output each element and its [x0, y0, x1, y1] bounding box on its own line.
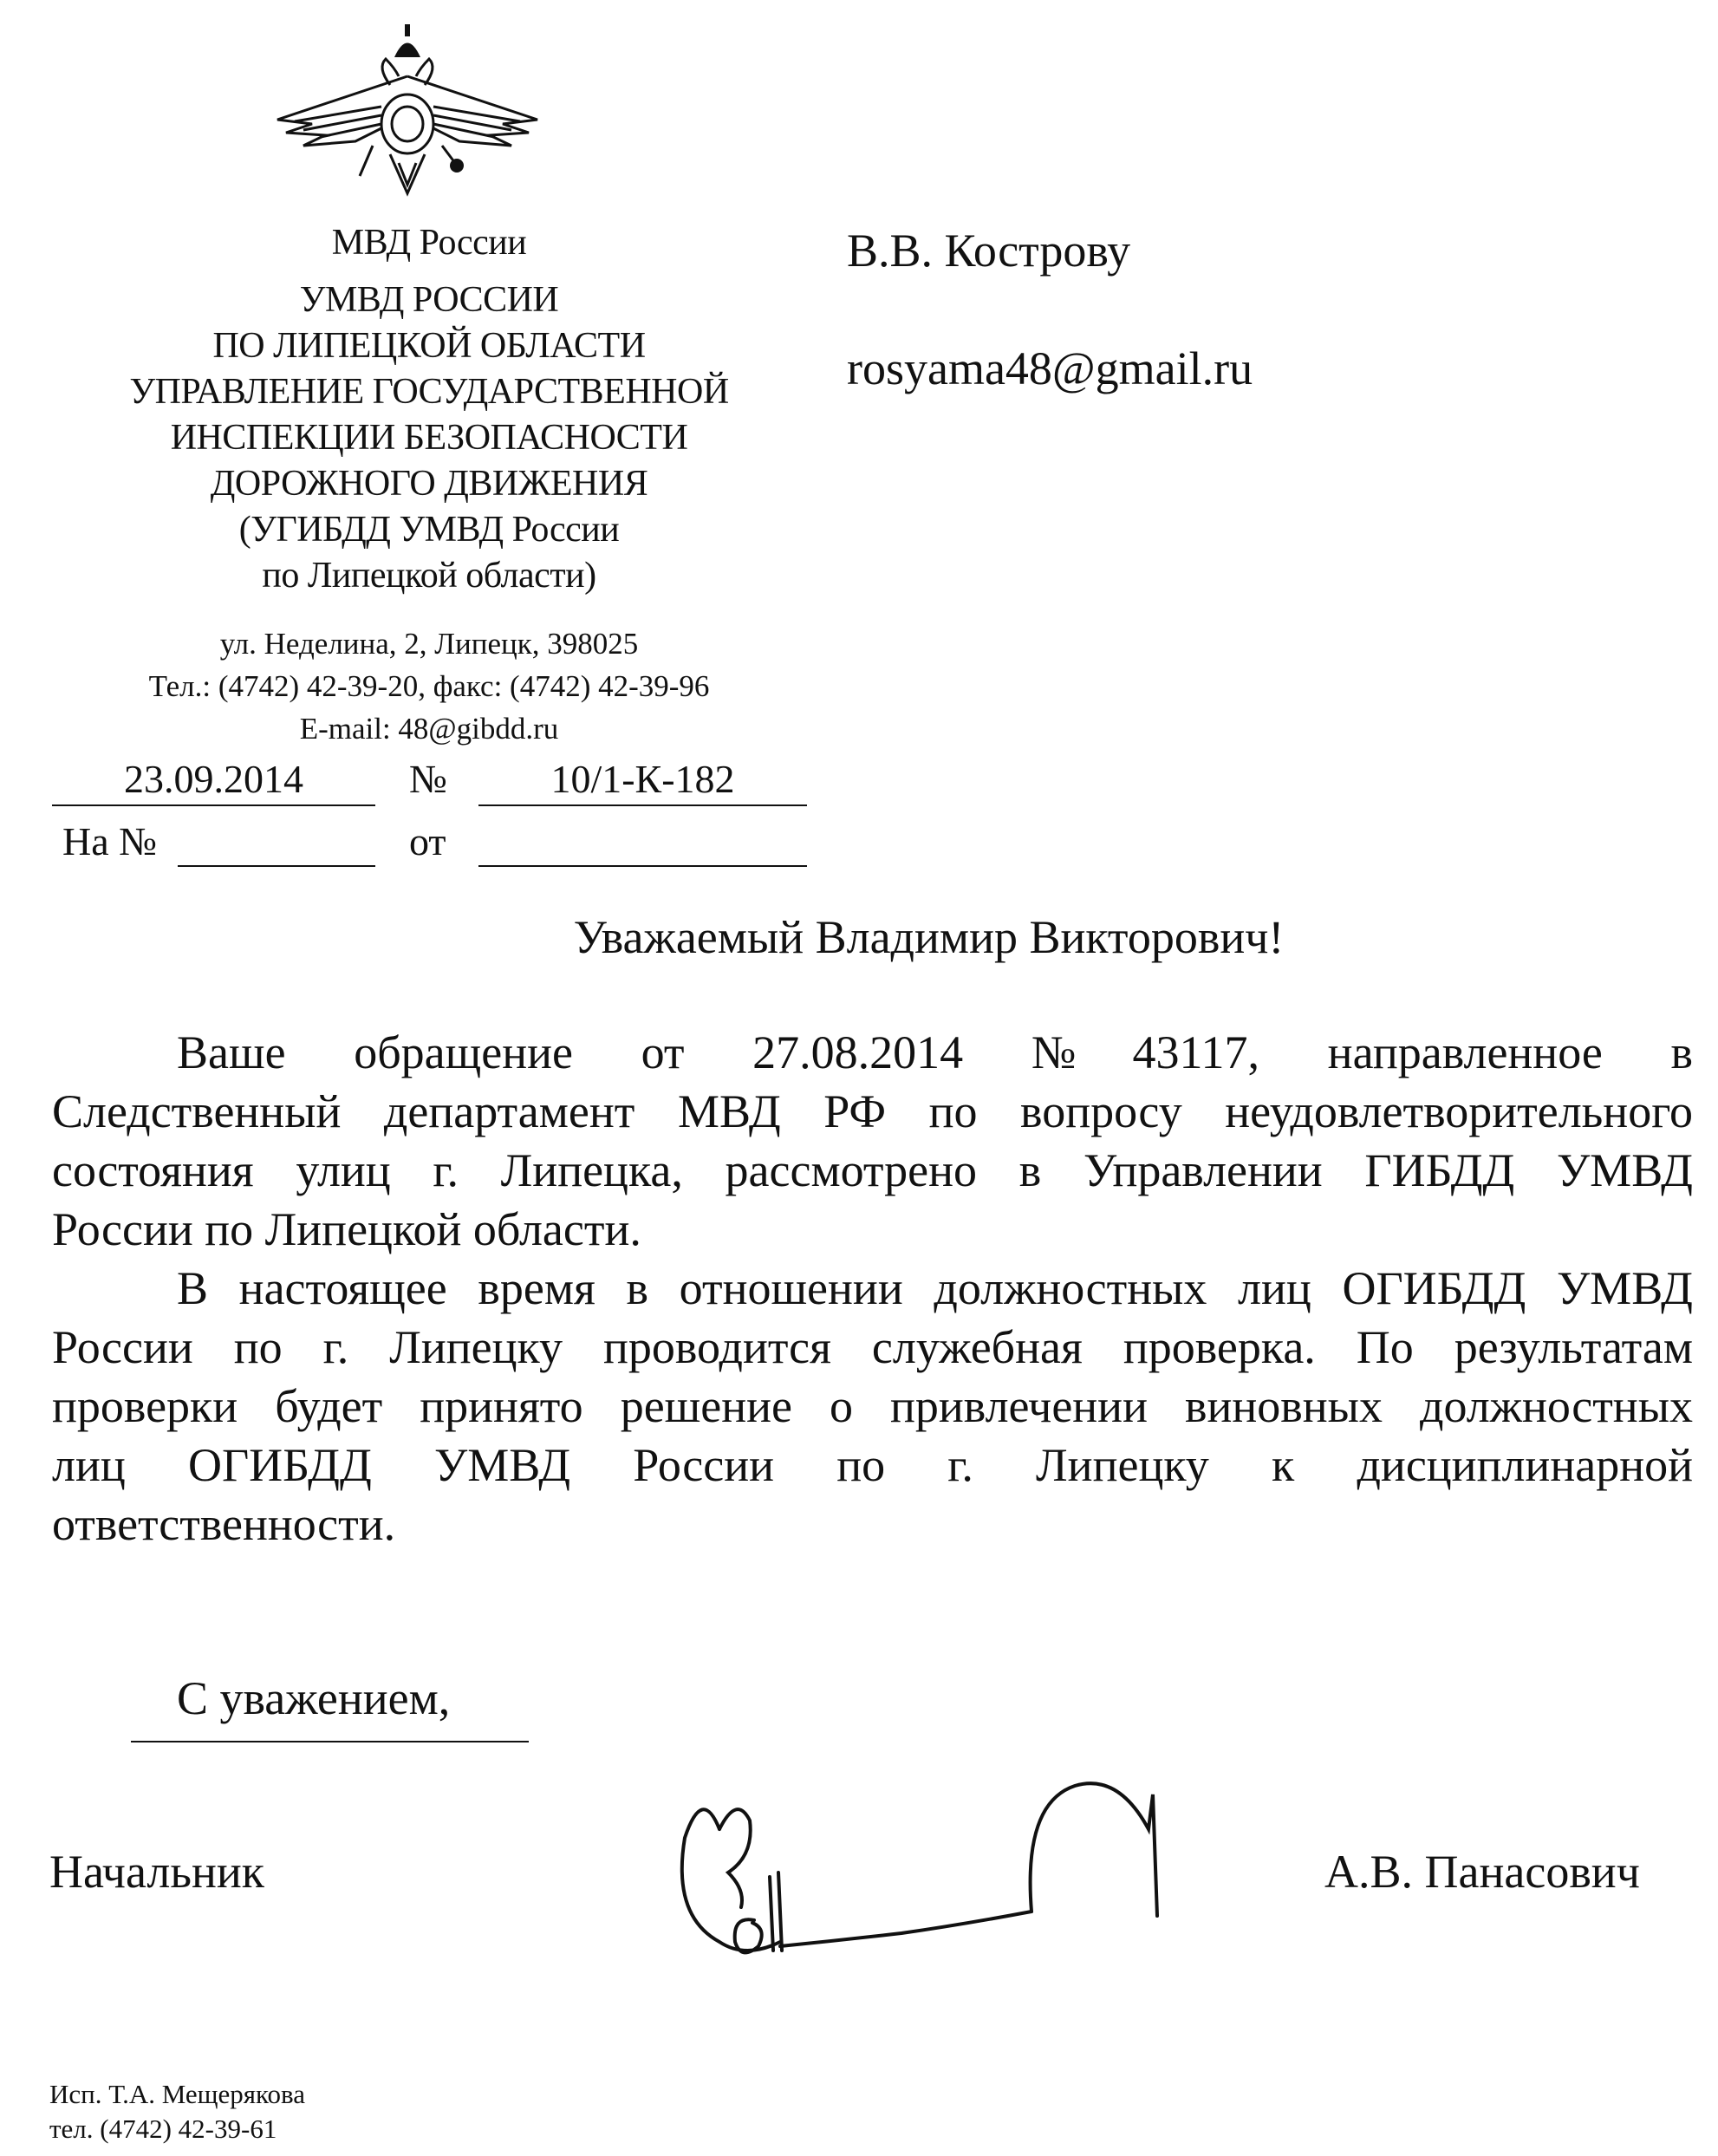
org-line: УМВД РОССИИ [299, 280, 559, 320]
org-line: ИНСПЕКЦИИ БЕЗОПАСНОСТИ [170, 418, 688, 458]
executor-name: Исп. Т.А. Мещерякова [49, 2079, 305, 2109]
greeting: Уважаемый Владимир Викторович! [573, 911, 1285, 963]
signatory-name: А.В. Панасович [1324, 1846, 1640, 1898]
handwritten-signature [667, 1768, 1465, 1977]
executor-phone: тел. (4742) 42-39-61 [49, 2114, 277, 2144]
number-label: № [409, 757, 447, 801]
org-line: ДОРОЖНОГО ДВИЖЕНИЯ [210, 464, 648, 504]
ministry-name: МВД России [331, 223, 527, 263]
org-email: E-mail: 48@gibdd.ru [299, 712, 559, 746]
body-line: лиц ОГИБДД УМВД России по г. Липецку к дисциплинарной [52, 1439, 1693, 1491]
letter-date: 23.09.2014 [124, 757, 303, 801]
signatory-position: Начальник [49, 1846, 265, 1898]
body-line: проверки будет принято решение о привлечении виновных должностных [52, 1380, 1693, 1432]
body-line: Следственный департамент МВД РФ по вопросу неудовлетворительного [52, 1085, 1693, 1137]
reference-label: На № [62, 819, 158, 863]
from-label: от [409, 819, 446, 863]
body-line: В настоящее время в отношении должностных лиц ОГИБДД УМВД [177, 1262, 1693, 1314]
reference-underline [178, 865, 375, 867]
body-line: Ваше обращение от 27.08.2014 №43117, направленное в [177, 1026, 1693, 1078]
body-line: состояния улиц г. Липецка, рассмотрено в Управлении ГИБДД УМВД [52, 1144, 1693, 1196]
recipient-name: В.В. Кострову [847, 225, 1131, 277]
org-phones: Тел.: (4742) 42-39-20, факс: (4742) 42-39-96 [148, 669, 710, 703]
mvd-emblem-icon [260, 24, 555, 198]
date-underline [52, 804, 375, 806]
org-line: (УГИБДД УМВД России [238, 510, 620, 550]
body-line: России по Липецкой области. [52, 1203, 641, 1255]
body-line: России по г. Липецку проводится служебная проверка. По результатам [52, 1321, 1693, 1373]
from-underline [478, 865, 807, 867]
body-line: ответственности. [52, 1498, 396, 1550]
org-line: УПРАВЛЕНИЕ ГОСУДАРСТВЕННОЙ [129, 372, 729, 412]
closing: С уважением, [177, 1672, 451, 1724]
org-line: по Липецкой области) [262, 556, 596, 596]
org-address: ул. Неделина, 2, Липецк, 398025 [219, 627, 639, 661]
org-line: ПО ЛИПЕЦКОЙ ОБЛАСТИ [212, 326, 646, 366]
recipient-email: rosyama48@gmail.ru [847, 342, 1253, 394]
number-underline [478, 804, 807, 806]
letter-number: 10/1-К-182 [550, 757, 735, 801]
closing-underline [131, 1741, 529, 1742]
